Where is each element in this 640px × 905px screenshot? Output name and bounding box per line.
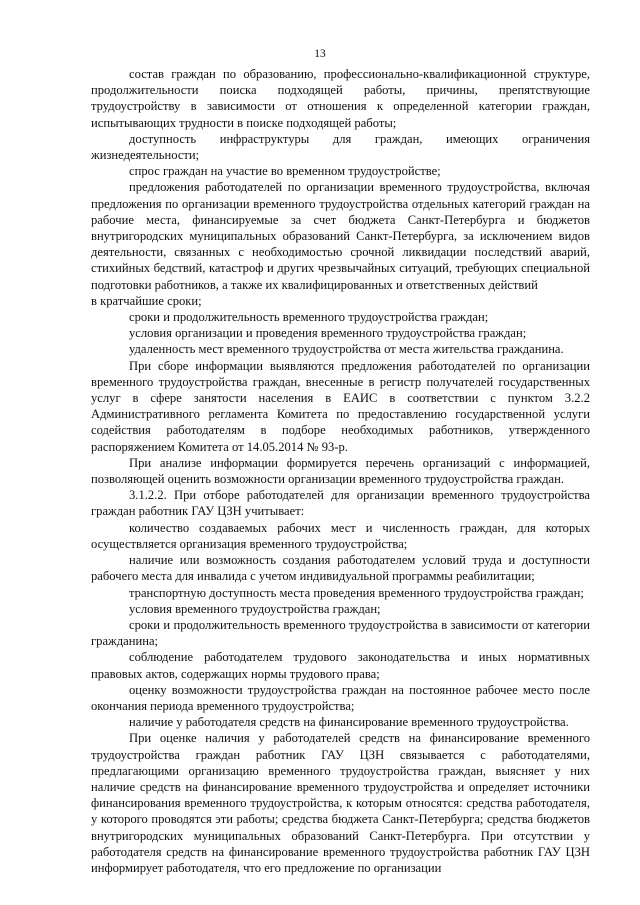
paragraph-conditions: условия организации и проведения временного трудоустройства граждан; — [129, 326, 527, 341]
paragraph-funding-availability: наличие у работодателя средств на финансирование временного трудоустройства. — [129, 715, 569, 730]
paragraph-terms-duration: сроки и продолжительность временного трудоустройства граждан; — [129, 310, 489, 325]
paragraph-jobs-count: количество создаваемых рабочих мест и численность граждан, для которых осуществляется организация временного трудоустройства; — [91, 520, 590, 551]
paragraph-employment-conditions: условия временного трудоустройства граждан; — [129, 601, 381, 616]
paragraph-disability-conditions: наличие или возможность создания работодателем условий труда и доступности рабочего места для инвалида с учетом индивидуальной программы реабилитации; — [91, 553, 590, 584]
paragraph-transport-access: транспортную доступность места проведения временного трудоустройства граждан; — [129, 585, 584, 600]
paragraph-permanent-job: оценку возможности трудоустройства граждан на постоянное рабочее место после окончания периода временного трудоустройства; — [91, 682, 590, 713]
paragraph-terms-by-category: сроки и продолжительность временного трудоустройства в зависимости от категории гражданина; — [91, 617, 590, 649]
paragraph-demand: спрос граждан на участие во временном трудоустройстве; — [129, 164, 441, 179]
page-number: 13 — [314, 48, 326, 60]
paragraph-infrastructure-access: доступность инфраструктуры для граждан, имеющих ограничения жизнедеятельности; — [91, 131, 590, 163]
paragraph-funding-assessment: При оценке наличия у работодателей средств на финансирование временного трудоустройства граждан работник ГАУ ЦЗН связывается с работодателями, предлагающими организацию временного трудоустройства граждан, выясняет у них наличие средств на финансирование временного трудоустройства и определяет источники финансирования временного трудоустройства, к которым относятся: средства работодателя, у которого проводятся эти работы; средства бюджета Санкт-Петербурга; средства бюджетов внутригородских муниципальных образований Санкт-Петербурга. При отсутствии у работодателя средств на финансирование временного трудоустройства работник ГАУ ЦЗН информирует работодателя, что его предложение по организации — [91, 731, 590, 875]
paragraph-labor-law: соблюдение работодателем трудового законодательства и иных нормативных правовых актов, содержащих нормы трудового права; — [91, 650, 590, 681]
paragraph-section-3-1-2-2: 3.1.2.2. При отборе работодателей для организации временного трудоустройства граждан работник ГАУ ЦЗН учитывает: — [91, 488, 590, 519]
document-body — [91, 66, 590, 876]
paragraph-info-collection: При сборе информации выявляются предложения работодателей по организации временного трудоустройства граждан, внесенные в регистр получателей государственных услуг в сфере занятости населения в ЕАИС в соответствии с пунктом 3.2.2 Административного регламента Комитета по предоставлению государственной услуги содействия работодателям в подборе необходимых работников, утвержденного распоряжением Комитета от 14.05.2014 № 93-р. — [91, 358, 590, 454]
paragraph-employer-proposals: предложения работодателей по организации временного трудоустройства, включая предложения по организации временного трудоустройства отдельных категорий граждан на рабочие места, финансируемые за счет бюджета Санкт-Петербурга и бюджетов внутригородских муниципальных образований Санкт-Петербурга, за исключением видов деятельности, связанных с необходимостью срочной ликвидации последствий аварий, стихийных бедствий, катастроф и других чрезвычайных ситуаций, требующих специальной подготовки работников, а также их квалифицированных и ответственных действий — [91, 180, 590, 292]
paragraph-education-structure: состав граждан по образованию, профессионально-квалификационной структуре, продолжительности поиска подходящей работы, причины, препятствующие трудоустройству в зависимости от отношения к определенной категории граждан, испытывающих трудности в поиске подходящей работы; — [91, 67, 590, 130]
paragraph-distance: удаленность мест временного трудоустройства от места жительства гражданина. — [129, 342, 564, 357]
paragraph-info-analysis: При анализе информации формируется перечень организаций с информацией, позволяющей оценить возможности организации временного трудоустройства граждан. — [91, 455, 590, 487]
paragraph-shortest-terms: в кратчайшие сроки; — [91, 293, 202, 308]
